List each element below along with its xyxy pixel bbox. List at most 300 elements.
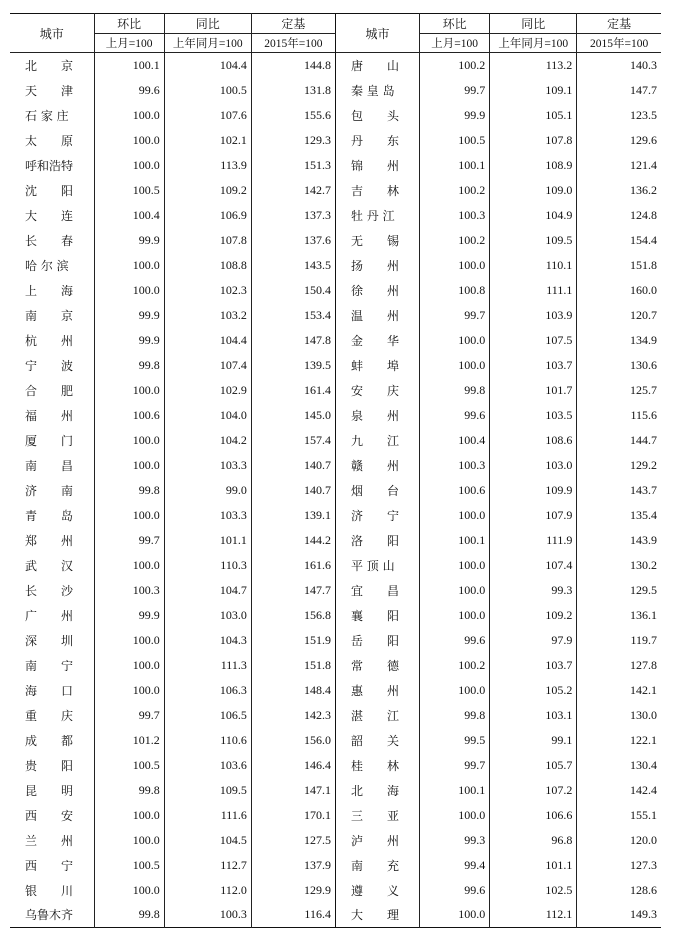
table-row xyxy=(10,678,661,703)
yoy-value: 110.1 xyxy=(490,253,577,278)
fixed-base-value: 144.8 xyxy=(251,53,335,78)
fixed-base-value: 136.2 xyxy=(577,178,661,203)
yoy-value: 104.5 xyxy=(164,828,251,853)
table-row xyxy=(10,603,661,628)
fixed-base-column-header-left: 定基 xyxy=(251,14,335,34)
table-row xyxy=(10,428,661,453)
table-row xyxy=(10,453,661,478)
yoy-value: 107.4 xyxy=(490,553,577,578)
city-cell: 厦 门 xyxy=(25,433,74,448)
yoy-value: 111.1 xyxy=(490,278,577,303)
fixed-base-value: 156.8 xyxy=(251,603,335,628)
mom-value: 100.1 xyxy=(420,153,490,178)
fixed-base-value: 151.9 xyxy=(251,628,335,653)
mom-value: 100.0 xyxy=(420,553,490,578)
city-cell: 济 宁 xyxy=(335,503,419,528)
yoy-column-header-right: 同比 xyxy=(490,14,577,34)
city-cell: 乌鲁木齐 xyxy=(25,908,74,923)
city-cell: 昆 明 xyxy=(25,783,74,798)
table-row xyxy=(10,828,661,853)
city-cell: 遵 义 xyxy=(335,878,419,903)
mom-value: 100.3 xyxy=(420,453,490,478)
table-row xyxy=(10,278,661,303)
fixed-base-value: 149.3 xyxy=(577,903,661,928)
mom-value: 100.0 xyxy=(94,503,164,528)
fixed-base-value: 145.0 xyxy=(251,403,335,428)
yoy-value: 99.0 xyxy=(164,478,251,503)
yoy-value: 113.2 xyxy=(490,53,577,78)
yoy-value: 109.9 xyxy=(490,478,577,503)
fixed-base-value: 151.8 xyxy=(251,653,335,678)
city-cell: 北 海 xyxy=(335,778,419,803)
yoy-value: 106.5 xyxy=(164,703,251,728)
yoy-base-label-right: 上年同月=100 xyxy=(490,34,577,53)
fixed-base-value: 120.0 xyxy=(577,828,661,853)
yoy-value: 101.1 xyxy=(490,853,577,878)
city-cell: 蚌 埠 xyxy=(335,353,419,378)
city-cell: 西 宁 xyxy=(25,858,74,873)
yoy-value: 96.8 xyxy=(490,828,577,853)
mom-value: 99.8 xyxy=(420,703,490,728)
mom-value: 100.3 xyxy=(94,578,164,603)
mom-value: 100.0 xyxy=(420,603,490,628)
city-cell: 天 津 xyxy=(25,83,74,98)
fixed-base-column-header-right: 定基 xyxy=(577,14,661,34)
yoy-value: 102.9 xyxy=(164,378,251,403)
mom-value: 99.7 xyxy=(420,303,490,328)
mom-value: 100.0 xyxy=(94,278,164,303)
mom-value: 99.5 xyxy=(420,728,490,753)
mom-value: 100.0 xyxy=(94,453,164,478)
mom-value: 100.0 xyxy=(94,878,164,903)
fixed-base-value: 156.0 xyxy=(251,728,335,753)
mom-value: 100.0 xyxy=(94,428,164,453)
mom-value: 100.2 xyxy=(420,178,490,203)
fixed-base-value: 116.4 xyxy=(251,903,335,928)
table-row xyxy=(10,103,661,128)
mom-value: 100.0 xyxy=(94,378,164,403)
fixed-base-value: 124.8 xyxy=(577,203,661,228)
table-header xyxy=(10,14,661,53)
yoy-value: 108.9 xyxy=(490,153,577,178)
yoy-value: 103.6 xyxy=(164,753,251,778)
city-cell: 宁 波 xyxy=(25,358,74,373)
mom-value: 100.6 xyxy=(94,403,164,428)
yoy-value: 109.5 xyxy=(490,228,577,253)
yoy-value: 111.3 xyxy=(164,653,251,678)
city-cell: 南 充 xyxy=(335,853,419,878)
mom-value: 99.8 xyxy=(420,378,490,403)
city-cell: 包 头 xyxy=(335,103,419,128)
yoy-value: 108.6 xyxy=(490,428,577,453)
fixed-base-value: 143.9 xyxy=(577,528,661,553)
fixed-base-value: 146.4 xyxy=(251,753,335,778)
mom-value: 99.9 xyxy=(94,228,164,253)
city-cell: 北 京 xyxy=(25,58,74,73)
mom-value: 100.0 xyxy=(94,153,164,178)
city-cell: 惠 州 xyxy=(335,678,419,703)
yoy-value: 110.6 xyxy=(164,728,251,753)
city-cell: 赣 州 xyxy=(335,453,419,478)
mom-value: 99.7 xyxy=(420,78,490,103)
city-cell: 呼和浩特 xyxy=(25,158,74,173)
fixed-base-value: 151.8 xyxy=(577,253,661,278)
city-column-header-left: 城市 xyxy=(39,26,64,41)
yoy-value: 103.9 xyxy=(490,303,577,328)
yoy-value: 109.0 xyxy=(490,178,577,203)
city-cell: 温 州 xyxy=(335,303,419,328)
mom-value: 101.2 xyxy=(94,728,164,753)
mom-value: 99.8 xyxy=(94,778,164,803)
yoy-value: 104.3 xyxy=(164,628,251,653)
fixed-base-value: 120.7 xyxy=(577,303,661,328)
fixed-base-value: 136.1 xyxy=(577,603,661,628)
city-cell: 三 亚 xyxy=(335,803,419,828)
fixed-base-value: 129.2 xyxy=(577,453,661,478)
mom-value: 99.3 xyxy=(420,828,490,853)
table-row xyxy=(10,253,661,278)
mom-column-header-right: 环比 xyxy=(420,14,490,34)
city-cell: 武 汉 xyxy=(25,558,74,573)
yoy-base-label-left: 上年同月=100 xyxy=(164,34,251,53)
city-cell: 泸 州 xyxy=(335,828,419,853)
mom-base-label-right: 上月=100 xyxy=(420,34,490,53)
yoy-value: 102.1 xyxy=(164,128,251,153)
fixed-base-value: 129.3 xyxy=(251,128,335,153)
city-cell: 唐 山 xyxy=(335,53,419,78)
yoy-value: 107.8 xyxy=(490,128,577,153)
yoy-value: 104.4 xyxy=(164,53,251,78)
mom-value: 99.6 xyxy=(94,78,164,103)
fixed-base-value: 142.7 xyxy=(251,178,335,203)
fixed-base-value: 127.5 xyxy=(251,828,335,853)
mom-value: 100.6 xyxy=(420,478,490,503)
mom-value: 100.5 xyxy=(94,178,164,203)
city-cell: 丹 东 xyxy=(335,128,419,153)
table-body xyxy=(10,53,661,928)
fixed-base-value: 129.9 xyxy=(251,878,335,903)
mom-value: 100.5 xyxy=(94,753,164,778)
fixed-base-value: 139.5 xyxy=(251,353,335,378)
city-cell: 石 家 庄 xyxy=(25,108,69,123)
city-cell: 无 锡 xyxy=(335,228,419,253)
mom-value: 99.9 xyxy=(94,328,164,353)
fixed-base-value: 144.7 xyxy=(577,428,661,453)
fixed-base-value: 137.6 xyxy=(251,228,335,253)
city-cell: 广 州 xyxy=(25,608,74,623)
mom-value: 100.0 xyxy=(420,503,490,528)
yoy-value: 112.7 xyxy=(164,853,251,878)
fixed-base-value: 147.8 xyxy=(251,328,335,353)
fixed-base-value: 170.1 xyxy=(251,803,335,828)
mom-value: 100.4 xyxy=(420,428,490,453)
table-row xyxy=(10,853,661,878)
yoy-value: 103.5 xyxy=(490,403,577,428)
mom-value: 99.9 xyxy=(94,303,164,328)
city-cell: 安 庆 xyxy=(335,378,419,403)
city-cell: 深 圳 xyxy=(25,633,74,648)
yoy-value: 103.7 xyxy=(490,353,577,378)
fixed-base-value: 153.4 xyxy=(251,303,335,328)
mom-value: 99.8 xyxy=(94,353,164,378)
mom-value: 100.4 xyxy=(94,203,164,228)
yoy-value: 104.0 xyxy=(164,403,251,428)
yoy-value: 109.5 xyxy=(164,778,251,803)
mom-value: 100.0 xyxy=(94,103,164,128)
city-cell: 秦 皇 岛 xyxy=(335,78,419,103)
mom-value: 99.4 xyxy=(420,853,490,878)
yoy-value: 106.6 xyxy=(490,803,577,828)
table-row xyxy=(10,478,661,503)
fixed-base-value: 127.3 xyxy=(577,853,661,878)
yoy-value: 107.6 xyxy=(164,103,251,128)
yoy-value: 103.1 xyxy=(490,703,577,728)
city-cell: 桂 林 xyxy=(335,753,419,778)
city-cell: 贵 阳 xyxy=(25,758,74,773)
table-row xyxy=(10,53,661,78)
yoy-value: 102.3 xyxy=(164,278,251,303)
fixed-base-value: 130.6 xyxy=(577,353,661,378)
fixed-base-value: 137.9 xyxy=(251,853,335,878)
city-cell: 沈 阳 xyxy=(25,183,74,198)
mom-value: 99.6 xyxy=(420,878,490,903)
fixed-base-value: 123.5 xyxy=(577,103,661,128)
fixed-base-value: 140.3 xyxy=(577,53,661,78)
fixed-base-value: 144.2 xyxy=(251,528,335,553)
mom-value: 99.7 xyxy=(420,753,490,778)
yoy-value: 107.2 xyxy=(490,778,577,803)
fixed-base-value: 150.4 xyxy=(251,278,335,303)
table-row xyxy=(10,353,661,378)
table-row xyxy=(10,153,661,178)
fixed-base-value: 129.5 xyxy=(577,578,661,603)
yoy-value: 110.3 xyxy=(164,553,251,578)
yoy-value: 103.0 xyxy=(164,603,251,628)
fixed-base-value: 161.6 xyxy=(251,553,335,578)
city-cell: 长 沙 xyxy=(25,583,74,598)
fixed-base-value: 135.4 xyxy=(577,503,661,528)
table-row xyxy=(10,503,661,528)
yoy-value: 103.3 xyxy=(164,453,251,478)
yoy-value: 111.6 xyxy=(164,803,251,828)
table-row xyxy=(10,303,661,328)
yoy-value: 107.4 xyxy=(164,353,251,378)
city-column-header-right: 城市 xyxy=(335,14,419,53)
city-cell: 银 川 xyxy=(25,883,74,898)
city-cell: 重 庆 xyxy=(25,708,74,723)
fixed-base-value: 142.1 xyxy=(577,678,661,703)
mom-value: 100.1 xyxy=(420,528,490,553)
table-row xyxy=(10,128,661,153)
mom-value: 100.0 xyxy=(94,828,164,853)
city-cell: 长 春 xyxy=(25,233,74,248)
fixed-base-value: 143.5 xyxy=(251,253,335,278)
mom-value: 100.0 xyxy=(420,678,490,703)
city-cell: 襄 阳 xyxy=(335,603,419,628)
table-row xyxy=(10,653,661,678)
yoy-value: 109.2 xyxy=(490,603,577,628)
city-cell: 合 肥 xyxy=(25,383,74,398)
fixed-base-value: 131.8 xyxy=(251,78,335,103)
city-cell: 大 连 xyxy=(25,208,74,223)
mom-value: 99.6 xyxy=(420,628,490,653)
mom-value: 100.2 xyxy=(420,228,490,253)
city-cell: 福 州 xyxy=(25,408,74,423)
city-cell: 洛 阳 xyxy=(335,528,419,553)
mom-value: 100.5 xyxy=(420,128,490,153)
fixed-base-value: 122.1 xyxy=(577,728,661,753)
yoy-value: 108.8 xyxy=(164,253,251,278)
table-row xyxy=(10,228,661,253)
fixed-base-value: 161.4 xyxy=(251,378,335,403)
city-cell: 常 德 xyxy=(335,653,419,678)
city-cell: 太 原 xyxy=(25,133,74,148)
table-row xyxy=(10,203,661,228)
city-cell: 杭 州 xyxy=(25,333,74,348)
yoy-value: 100.3 xyxy=(164,903,251,928)
table-row xyxy=(10,528,661,553)
yoy-value: 99.3 xyxy=(490,578,577,603)
fixed-base-value: 134.9 xyxy=(577,328,661,353)
mom-value: 100.0 xyxy=(420,578,490,603)
fixed-base-value: 130.4 xyxy=(577,753,661,778)
yoy-value: 100.5 xyxy=(164,78,251,103)
fixed-base-value: 115.6 xyxy=(577,403,661,428)
fixed-base-value: 160.0 xyxy=(577,278,661,303)
yoy-value: 103.0 xyxy=(490,453,577,478)
mom-value: 100.0 xyxy=(94,653,164,678)
yoy-value: 103.2 xyxy=(164,303,251,328)
table-row xyxy=(10,178,661,203)
city-cell: 青 岛 xyxy=(25,508,74,523)
table-row xyxy=(10,878,661,903)
fixed-base-value: 119.7 xyxy=(577,628,661,653)
city-cell: 哈 尔 滨 xyxy=(25,258,69,273)
yoy-value: 112.1 xyxy=(490,903,577,928)
city-cell: 韶 关 xyxy=(335,728,419,753)
city-cell: 吉 林 xyxy=(335,178,419,203)
fixed-base-label-right: 2015年=100 xyxy=(577,34,661,53)
table-row xyxy=(10,628,661,653)
table-row xyxy=(10,78,661,103)
city-cell: 兰 州 xyxy=(25,833,74,848)
yoy-value: 104.2 xyxy=(164,428,251,453)
city-cell: 徐 州 xyxy=(335,278,419,303)
mom-value: 100.8 xyxy=(420,278,490,303)
city-cell: 岳 阳 xyxy=(335,628,419,653)
mom-value: 99.7 xyxy=(94,703,164,728)
yoy-value: 101.1 xyxy=(164,528,251,553)
table-row xyxy=(10,728,661,753)
yoy-value: 107.9 xyxy=(490,503,577,528)
city-cell: 南 宁 xyxy=(25,658,74,673)
fixed-base-value: 130.2 xyxy=(577,553,661,578)
yoy-value: 103.3 xyxy=(164,503,251,528)
fixed-base-value: 151.3 xyxy=(251,153,335,178)
yoy-value: 106.9 xyxy=(164,203,251,228)
yoy-value: 99.1 xyxy=(490,728,577,753)
yoy-value: 104.4 xyxy=(164,328,251,353)
mom-value: 100.3 xyxy=(420,203,490,228)
fixed-base-value: 140.7 xyxy=(251,478,335,503)
city-cell: 南 昌 xyxy=(25,458,74,473)
table-row xyxy=(10,553,661,578)
yoy-value: 109.2 xyxy=(164,178,251,203)
yoy-value: 111.9 xyxy=(490,528,577,553)
fixed-base-label-left: 2015年=100 xyxy=(251,34,335,53)
mom-value: 99.8 xyxy=(94,903,164,928)
yoy-value: 104.7 xyxy=(164,578,251,603)
city-cell: 九 江 xyxy=(335,428,419,453)
city-cell: 成 都 xyxy=(25,733,74,748)
mom-value: 99.9 xyxy=(420,103,490,128)
yoy-value: 109.1 xyxy=(490,78,577,103)
city-cell: 烟 台 xyxy=(335,478,419,503)
yoy-value: 103.7 xyxy=(490,653,577,678)
mom-value: 100.0 xyxy=(420,253,490,278)
city-cell: 牡 丹 江 xyxy=(335,203,419,228)
mom-value: 100.0 xyxy=(94,803,164,828)
mom-value: 100.1 xyxy=(420,778,490,803)
mom-value: 100.0 xyxy=(420,353,490,378)
yoy-value: 102.5 xyxy=(490,878,577,903)
city-cell: 大 理 xyxy=(335,903,419,928)
city-cell: 平 顶 山 xyxy=(335,553,419,578)
city-cell: 南 京 xyxy=(25,308,74,323)
mom-value: 99.7 xyxy=(94,528,164,553)
mom-value: 100.0 xyxy=(420,903,490,928)
city-cell: 锦 州 xyxy=(335,153,419,178)
city-cell: 湛 江 xyxy=(335,703,419,728)
city-cell: 郑 州 xyxy=(25,533,74,548)
city-cell: 宜 昌 xyxy=(335,578,419,603)
fixed-base-value: 147.1 xyxy=(251,778,335,803)
mom-value: 100.2 xyxy=(420,653,490,678)
yoy-value: 101.7 xyxy=(490,378,577,403)
mom-value: 99.6 xyxy=(420,403,490,428)
fixed-base-value: 142.4 xyxy=(577,778,661,803)
fixed-base-value: 139.1 xyxy=(251,503,335,528)
mom-column-header-left: 环比 xyxy=(94,14,164,34)
fixed-base-value: 140.7 xyxy=(251,453,335,478)
city-cell: 扬 州 xyxy=(335,253,419,278)
mom-value: 99.9 xyxy=(94,603,164,628)
yoy-column-header-left: 同比 xyxy=(164,14,251,34)
fixed-base-value: 137.3 xyxy=(251,203,335,228)
mom-value: 100.5 xyxy=(94,853,164,878)
yoy-value: 105.2 xyxy=(490,678,577,703)
city-cell: 金 华 xyxy=(335,328,419,353)
city-cell: 上 海 xyxy=(25,283,74,298)
table-row xyxy=(10,378,661,403)
table-row xyxy=(10,328,661,353)
table-row xyxy=(10,778,661,803)
yoy-value: 107.8 xyxy=(164,228,251,253)
table-row xyxy=(10,403,661,428)
table-row xyxy=(10,578,661,603)
fixed-base-value: 128.6 xyxy=(577,878,661,903)
mom-value: 100.0 xyxy=(420,803,490,828)
yoy-value: 112.0 xyxy=(164,878,251,903)
fixed-base-value: 147.7 xyxy=(577,78,661,103)
yoy-value: 107.5 xyxy=(490,328,577,353)
fixed-base-value: 127.8 xyxy=(577,653,661,678)
fixed-base-value: 129.6 xyxy=(577,128,661,153)
mom-value: 100.0 xyxy=(94,253,164,278)
fixed-base-value: 143.7 xyxy=(577,478,661,503)
price-index-table xyxy=(10,13,661,928)
fixed-base-value: 147.7 xyxy=(251,578,335,603)
